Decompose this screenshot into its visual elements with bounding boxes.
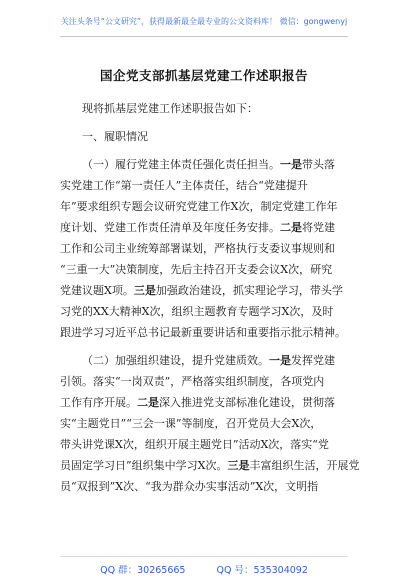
line-text: 习党的XX大精神X次，组织主题教育专题学习X次，及时	[60, 305, 334, 318]
footer-divider	[60, 556, 348, 557]
line-text: 实党建工作“第一责任人”主体责任，结合“党建提升	[60, 179, 308, 192]
line-text: 跟进学习习近平总书记最新重要讲话和重要指示批示精神。	[60, 326, 346, 339]
line-text: 发挥党建	[291, 354, 335, 367]
contact-footer	[0, 562, 408, 576]
line-text: 丰富组织生活，开展党	[249, 459, 360, 472]
promo-header: 关注头条号“公文研究”，获得最新最全最专业的公文资料库！ 微信：gongwenyj	[60, 17, 348, 26]
paragraph-line	[60, 413, 350, 434]
line-text: 年”要求组织专题会议研究党建工作X次，制定党建工作年	[60, 200, 338, 213]
line-text: 度计划、党建工作责任清单及年度任务安排。	[60, 221, 280, 234]
paragraph-2	[60, 350, 360, 497]
section-heading: 一、履职情况	[82, 130, 148, 143]
paragraph-line	[60, 434, 350, 455]
paragraph-line	[60, 476, 350, 497]
line-text: 带头落	[302, 158, 335, 171]
document-body	[60, 98, 360, 497]
paragraph-line	[60, 301, 350, 322]
emphasis-marker: 一是	[280, 158, 302, 171]
paragraph-1	[60, 154, 350, 343]
emphasis-marker: 二是	[280, 221, 302, 234]
paragraph-line	[60, 154, 350, 175]
qq-number-text: QQ 号：535304092	[216, 565, 308, 576]
document-title: 国企党支部抓基层党建工作述职报告	[99, 68, 308, 83]
paragraph-line	[60, 322, 350, 343]
line-text: 实“主题党日”“三会一课”等制度，召开党员大会X次，	[60, 417, 322, 430]
line-text: 工作和公司主业统筹部署谋划，严格执行支委议事规则和	[60, 242, 335, 255]
paragraph-line	[60, 175, 350, 196]
line-text: 党建议题X项。	[60, 284, 134, 297]
paragraph-line	[60, 392, 350, 413]
paragraph-line	[60, 196, 350, 217]
line-text: 深入推进党支部标准化建设，贯彻落	[159, 396, 335, 409]
line-text: 加强政治建设，抓实理论学习，带头学	[155, 284, 343, 297]
line-text: “三重一大”决策制度，先后主持召开支委会议X次，研究	[60, 263, 333, 276]
paragraph-line	[60, 371, 350, 392]
line-text: 工作有序开展。	[60, 396, 137, 409]
paragraph-line	[60, 217, 350, 238]
header-divider	[60, 36, 348, 37]
line-text: 带头讲党课X次，组织开展主题党日”活动X次，落实“党	[60, 438, 329, 451]
paragraph-line	[60, 455, 360, 476]
emphasis-marker: 三是	[227, 459, 250, 472]
line-text: 员固定学习日”组织集中学习X次。	[60, 459, 228, 472]
line-text: 引领。落实“一岗双责”，严格落实组织制度，各项党内	[60, 375, 325, 388]
line-text: 将党建	[302, 221, 335, 234]
line-text: 员“双报到”X次、“我为群众办实事活动”X次，文明指	[60, 480, 319, 493]
qq-group-text: QQ 群：30265665	[100, 565, 186, 576]
intro-paragraph: 现将抓基层党建工作述职报告如下：	[82, 102, 258, 115]
emphasis-marker: 三是	[133, 284, 156, 297]
paragraph-line	[60, 238, 350, 259]
emphasis-marker: 二是	[137, 396, 159, 409]
emphasis-marker: 一是	[269, 354, 291, 367]
line-text: （一）履行党建主体责任强化责任担当。	[82, 158, 280, 171]
paragraph-line	[60, 259, 350, 280]
paragraph-line	[60, 350, 350, 371]
line-text: （二）加强组织建设，提升党建质效。	[82, 354, 269, 367]
paragraph-line	[60, 280, 350, 301]
